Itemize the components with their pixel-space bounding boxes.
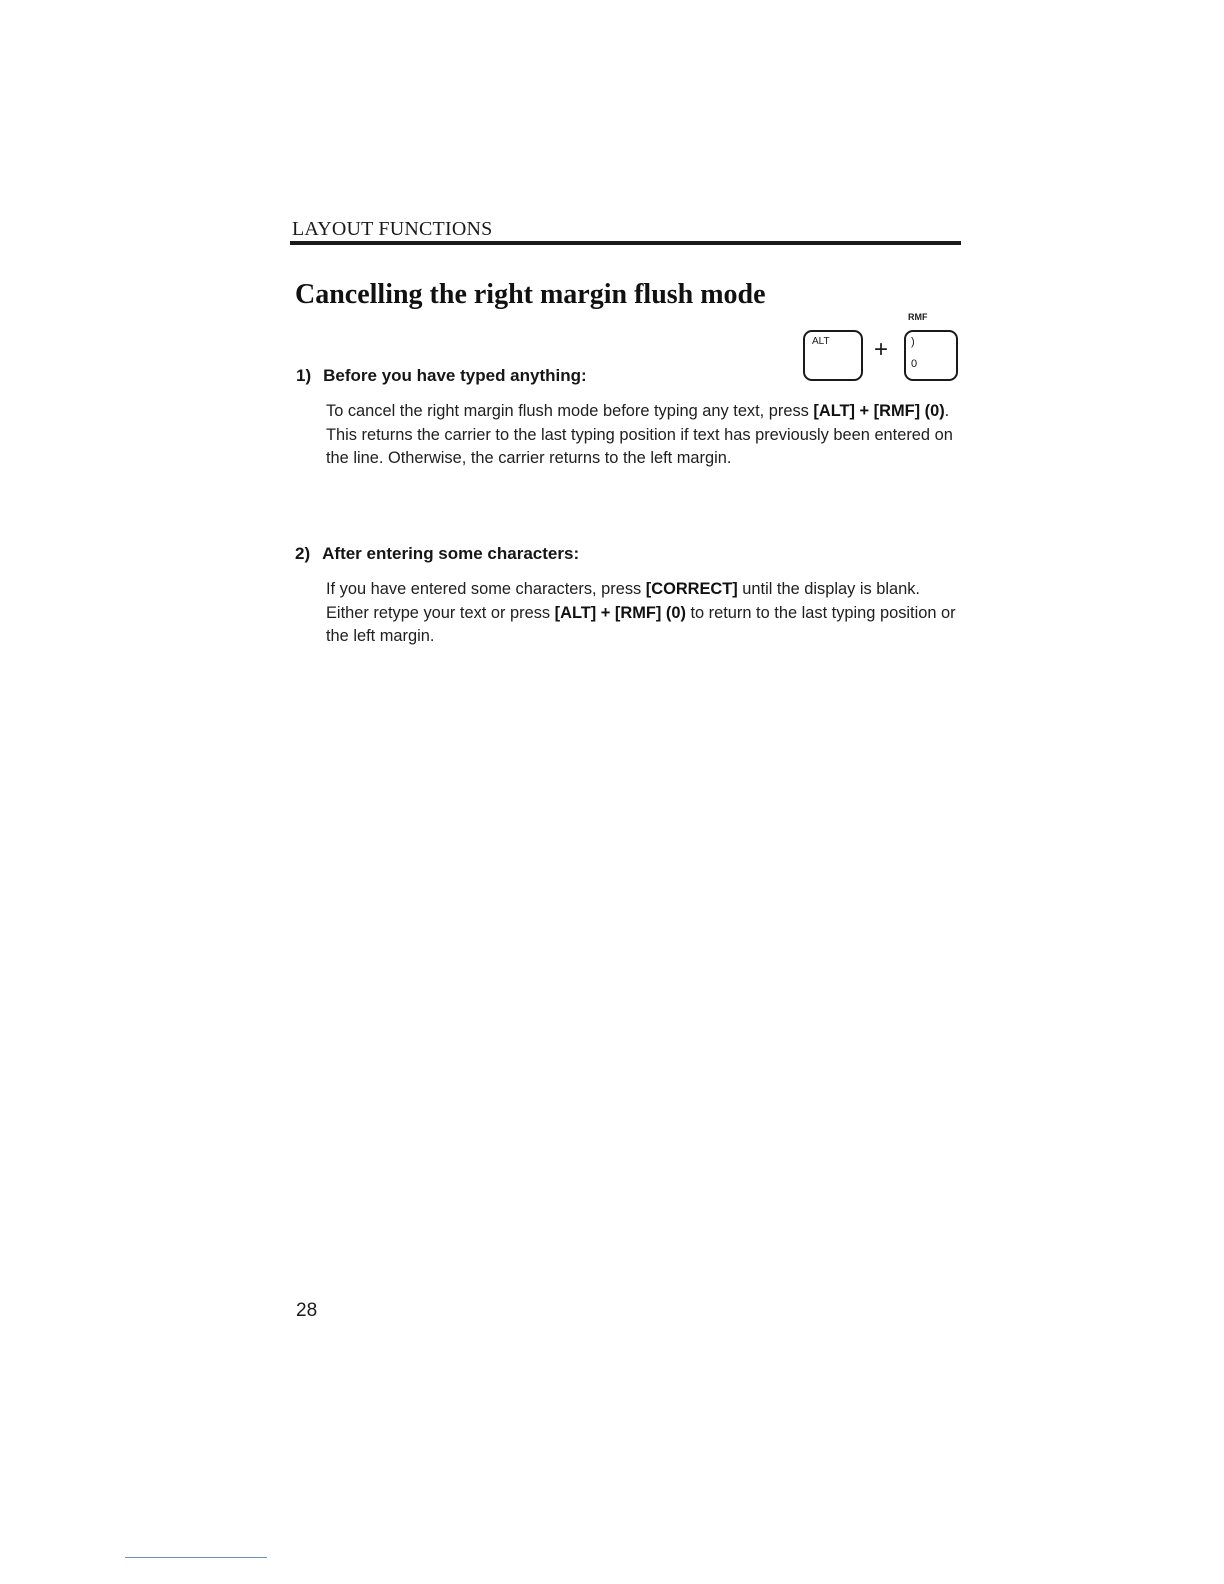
alt-key-label: ALT <box>812 336 830 347</box>
key-reference: [ALT] + [RMF] (0) <box>813 402 945 420</box>
section-1-heading <box>296 366 587 386</box>
rmf-key-base-char: 0 <box>911 358 918 370</box>
rmf-key-icon <box>904 330 958 381</box>
section-1-body <box>326 400 966 471</box>
page-title: Cancelling the right margin flush mode <box>295 279 766 310</box>
plus-sign: + <box>874 336 889 363</box>
section-2-heading <box>295 544 579 564</box>
scan-artifact-line <box>125 1557 267 1558</box>
header-rule <box>290 241 961 245</box>
rmf-key-caption: RMF <box>908 312 928 322</box>
section-1-heading-text: Before you have typed anything: <box>323 366 587 385</box>
section-2-heading-text: After entering some characters: <box>322 544 580 563</box>
rmf-key-shift-char: ) <box>911 336 915 348</box>
key-reference: [CORRECT] <box>645 580 738 598</box>
key-reference: [ALT] + [RMF] (0) <box>554 603 686 622</box>
page-number: 28 <box>296 1300 318 1321</box>
body-text-run: If you have entered some characters, press <box>326 580 646 598</box>
body-text-run: To cancel the right margin flush mode before typing any text, press <box>326 402 814 420</box>
section-2-body <box>326 578 966 649</box>
body-text-run: until the display is blank. Either retype your text or press <box>326 580 920 622</box>
running-header: LAYOUT FUNCTIONS <box>292 218 493 240</box>
body-text-run: . This returns the carrier to the last typing position if text has previously been entered on the line. Otherwise, the carrier returns to the left margin. <box>326 402 953 467</box>
section-1-number: 1) <box>296 366 312 385</box>
section-2-number: 2) <box>295 544 311 563</box>
body-text-run: to return to the last typing position or the left margin. <box>326 603 956 645</box>
alt-key-icon <box>803 330 863 381</box>
key-combination-diagram <box>798 308 964 384</box>
